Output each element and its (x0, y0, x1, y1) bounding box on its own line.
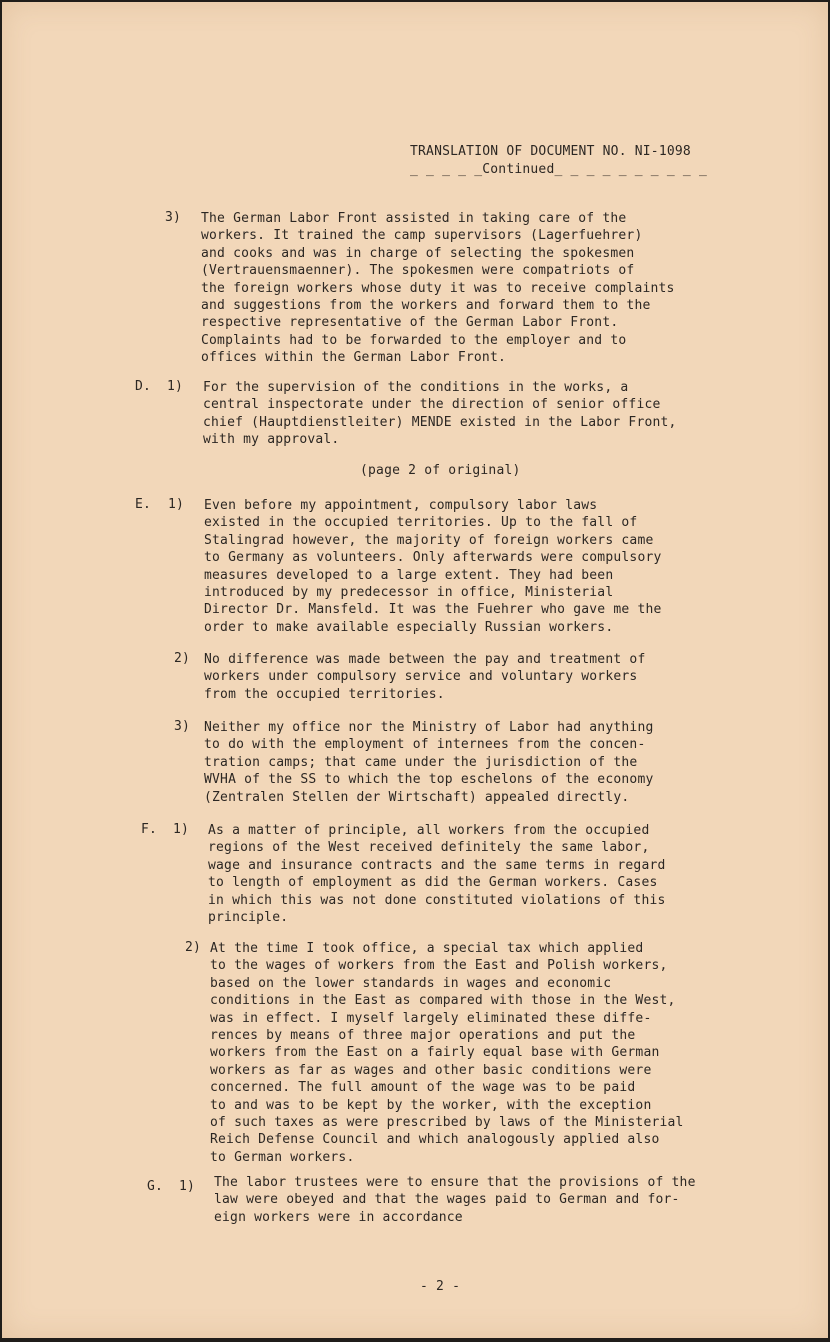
paragraph-line: No difference was made between the pay and treatment of (204, 652, 646, 667)
paragraph-f2 (210, 940, 684, 1166)
paragraph-line: The German Labor Front assisted in taking care of the (201, 211, 627, 226)
paragraph-line: with my approval. (203, 432, 340, 448)
paragraph-line: law were obeyed and that the wages paid to German and for- (214, 1192, 680, 1208)
paragraph-f1 (208, 822, 666, 926)
paragraph-line: order to make available especially Russian workers. (204, 619, 614, 635)
paragraph-line: wage and insurance contracts and the same terms in regard (208, 857, 666, 873)
item-number: 1) (168, 497, 185, 512)
paragraph-line: existed in the occupied territories. Up to the fall of (204, 515, 638, 531)
paragraph-line: workers under compulsory service and voluntary workers (204, 669, 638, 685)
document-title: TRANSLATION OF DOCUMENT NO. NI-1098 (410, 144, 691, 159)
paragraph-line: As a matter of principle, all workers from the occupied (208, 823, 650, 838)
paragraph-line: to and was to be kept by the worker, with the exception (210, 1097, 652, 1113)
item-number: 3) (174, 719, 191, 734)
paragraph-line: in which this was not done constituted violations of this (208, 892, 666, 908)
paragraph-line: measures developed to a large extent. They had been (204, 567, 614, 583)
paragraph-line: to Germany as volunteers. Only afterwards were compulsory (204, 550, 662, 566)
document-page (2, 2, 828, 1338)
item-number: 1) (179, 1179, 196, 1194)
paragraph-line: from the occupied territories. (204, 686, 445, 702)
paragraph-line: respective representative of the German Labor Front. (201, 315, 619, 331)
paragraph-line: to the wages of workers from the East and Polish workers, (210, 958, 668, 974)
item-number: 3) (165, 210, 182, 225)
paragraph-line: and suggestions from the workers and forward them to the (201, 298, 651, 314)
paragraph-line: workers. It trained the camp supervisors (Lagerfuehrer) (201, 228, 643, 244)
paragraph-line: to do with the employment of internees from the concen- (204, 737, 646, 753)
paragraph-line: introduced by my predecessor in office, Ministerial (204, 585, 614, 601)
continued-label: _ _ _ _ _Continued_ _ _ _ _ _ _ _ _ _ (410, 162, 707, 177)
original-page-note: (page 2 of original) (360, 463, 521, 478)
paragraph-line: tration camps; that came under the jurisdiction of the (204, 754, 638, 770)
page-number: - 2 - (420, 1279, 461, 1294)
paragraph-line: of such taxes as were prescribed by laws of the Ministerial (210, 1115, 684, 1131)
paragraph-line: to German workers. (210, 1149, 355, 1165)
item-number: 1) (173, 822, 190, 837)
paragraph-line: WVHA of the SS to which the top eschelons of the economy (204, 772, 654, 788)
paragraph-line: central inspectorate under the direction of senior office (203, 397, 661, 413)
paragraph-line: Even before my appointment, compulsory labor laws (204, 498, 598, 513)
paragraph-line: based on the lower standards in wages and economic (210, 975, 612, 991)
paragraph-line: Neither my office nor the Ministry of Labor had anything (204, 720, 654, 735)
section-letter: G. (147, 1179, 164, 1194)
paragraph-line: concerned. The full amount of the wage was to be paid (210, 1080, 636, 1096)
paragraph-c3 (201, 210, 675, 367)
paragraph-line: Reich Defense Council and which analogously applied also (210, 1132, 660, 1148)
item-number: 1) (167, 379, 184, 394)
paragraph-line: (Zentralen Stellen der Wirtschaft) appealed directly. (204, 789, 630, 805)
paragraph-line: was in effect. I myself largely eliminated these diffe- (210, 1010, 652, 1026)
paragraph-line: rences by means of three major operations and put the (210, 1028, 636, 1044)
paragraph-line: For the supervision of the conditions in the works, a (203, 380, 629, 395)
paragraph-line: to length of employment as did the German workers. Cases (208, 875, 658, 891)
paragraph-line: workers as far as wages and other basic conditions were (210, 1062, 652, 1078)
paragraph-line: eign workers were in accordance (214, 1209, 463, 1225)
item-number: 2) (185, 940, 202, 955)
paragraph-line: regions of the West received definitely the same labor, (208, 840, 650, 856)
paragraph-line: conditions in the East as compared with those in the West, (210, 993, 676, 1009)
section-letter: E. (135, 497, 152, 512)
section-letter: D. (135, 379, 152, 394)
paragraph-line: and cooks and was in charge of selecting the spokesmen (201, 245, 635, 261)
paragraph-line: The labor trustees were to ensure that the provisions of the (214, 1175, 696, 1190)
section-letter: F. (141, 822, 158, 837)
paragraph-g1 (214, 1174, 696, 1226)
paragraph-line: the foreign workers whose duty it was to receive complaints (201, 280, 675, 296)
paragraph-line: principle. (208, 910, 289, 926)
paragraph-line: chief (Hauptdienstleiter) MENDE existed in the Labor Front, (203, 414, 677, 430)
paragraph-d1 (203, 379, 677, 449)
paragraph-line: offices within the German Labor Front. (201, 350, 507, 366)
paragraph-line: Director Dr. Mansfeld. It was the Fuehrer who gave me the (204, 602, 662, 618)
paragraph-e3 (204, 719, 654, 806)
paragraph-line: Complaints had to be forwarded to the employer and to (201, 332, 627, 348)
paragraph-line: (Vertrauensmaenner). The spokesmen were compatriots of (201, 263, 635, 279)
paragraph-line: workers from the East on a fairly equal base with German (210, 1045, 660, 1061)
paragraph-line: Stalingrad however, the majority of foreign workers came (204, 532, 654, 548)
paragraph-line: At the time I took office, a special tax which applied (210, 941, 644, 956)
paragraph-e1 (204, 497, 662, 636)
item-number: 2) (174, 651, 191, 666)
paragraph-e2 (204, 651, 645, 703)
